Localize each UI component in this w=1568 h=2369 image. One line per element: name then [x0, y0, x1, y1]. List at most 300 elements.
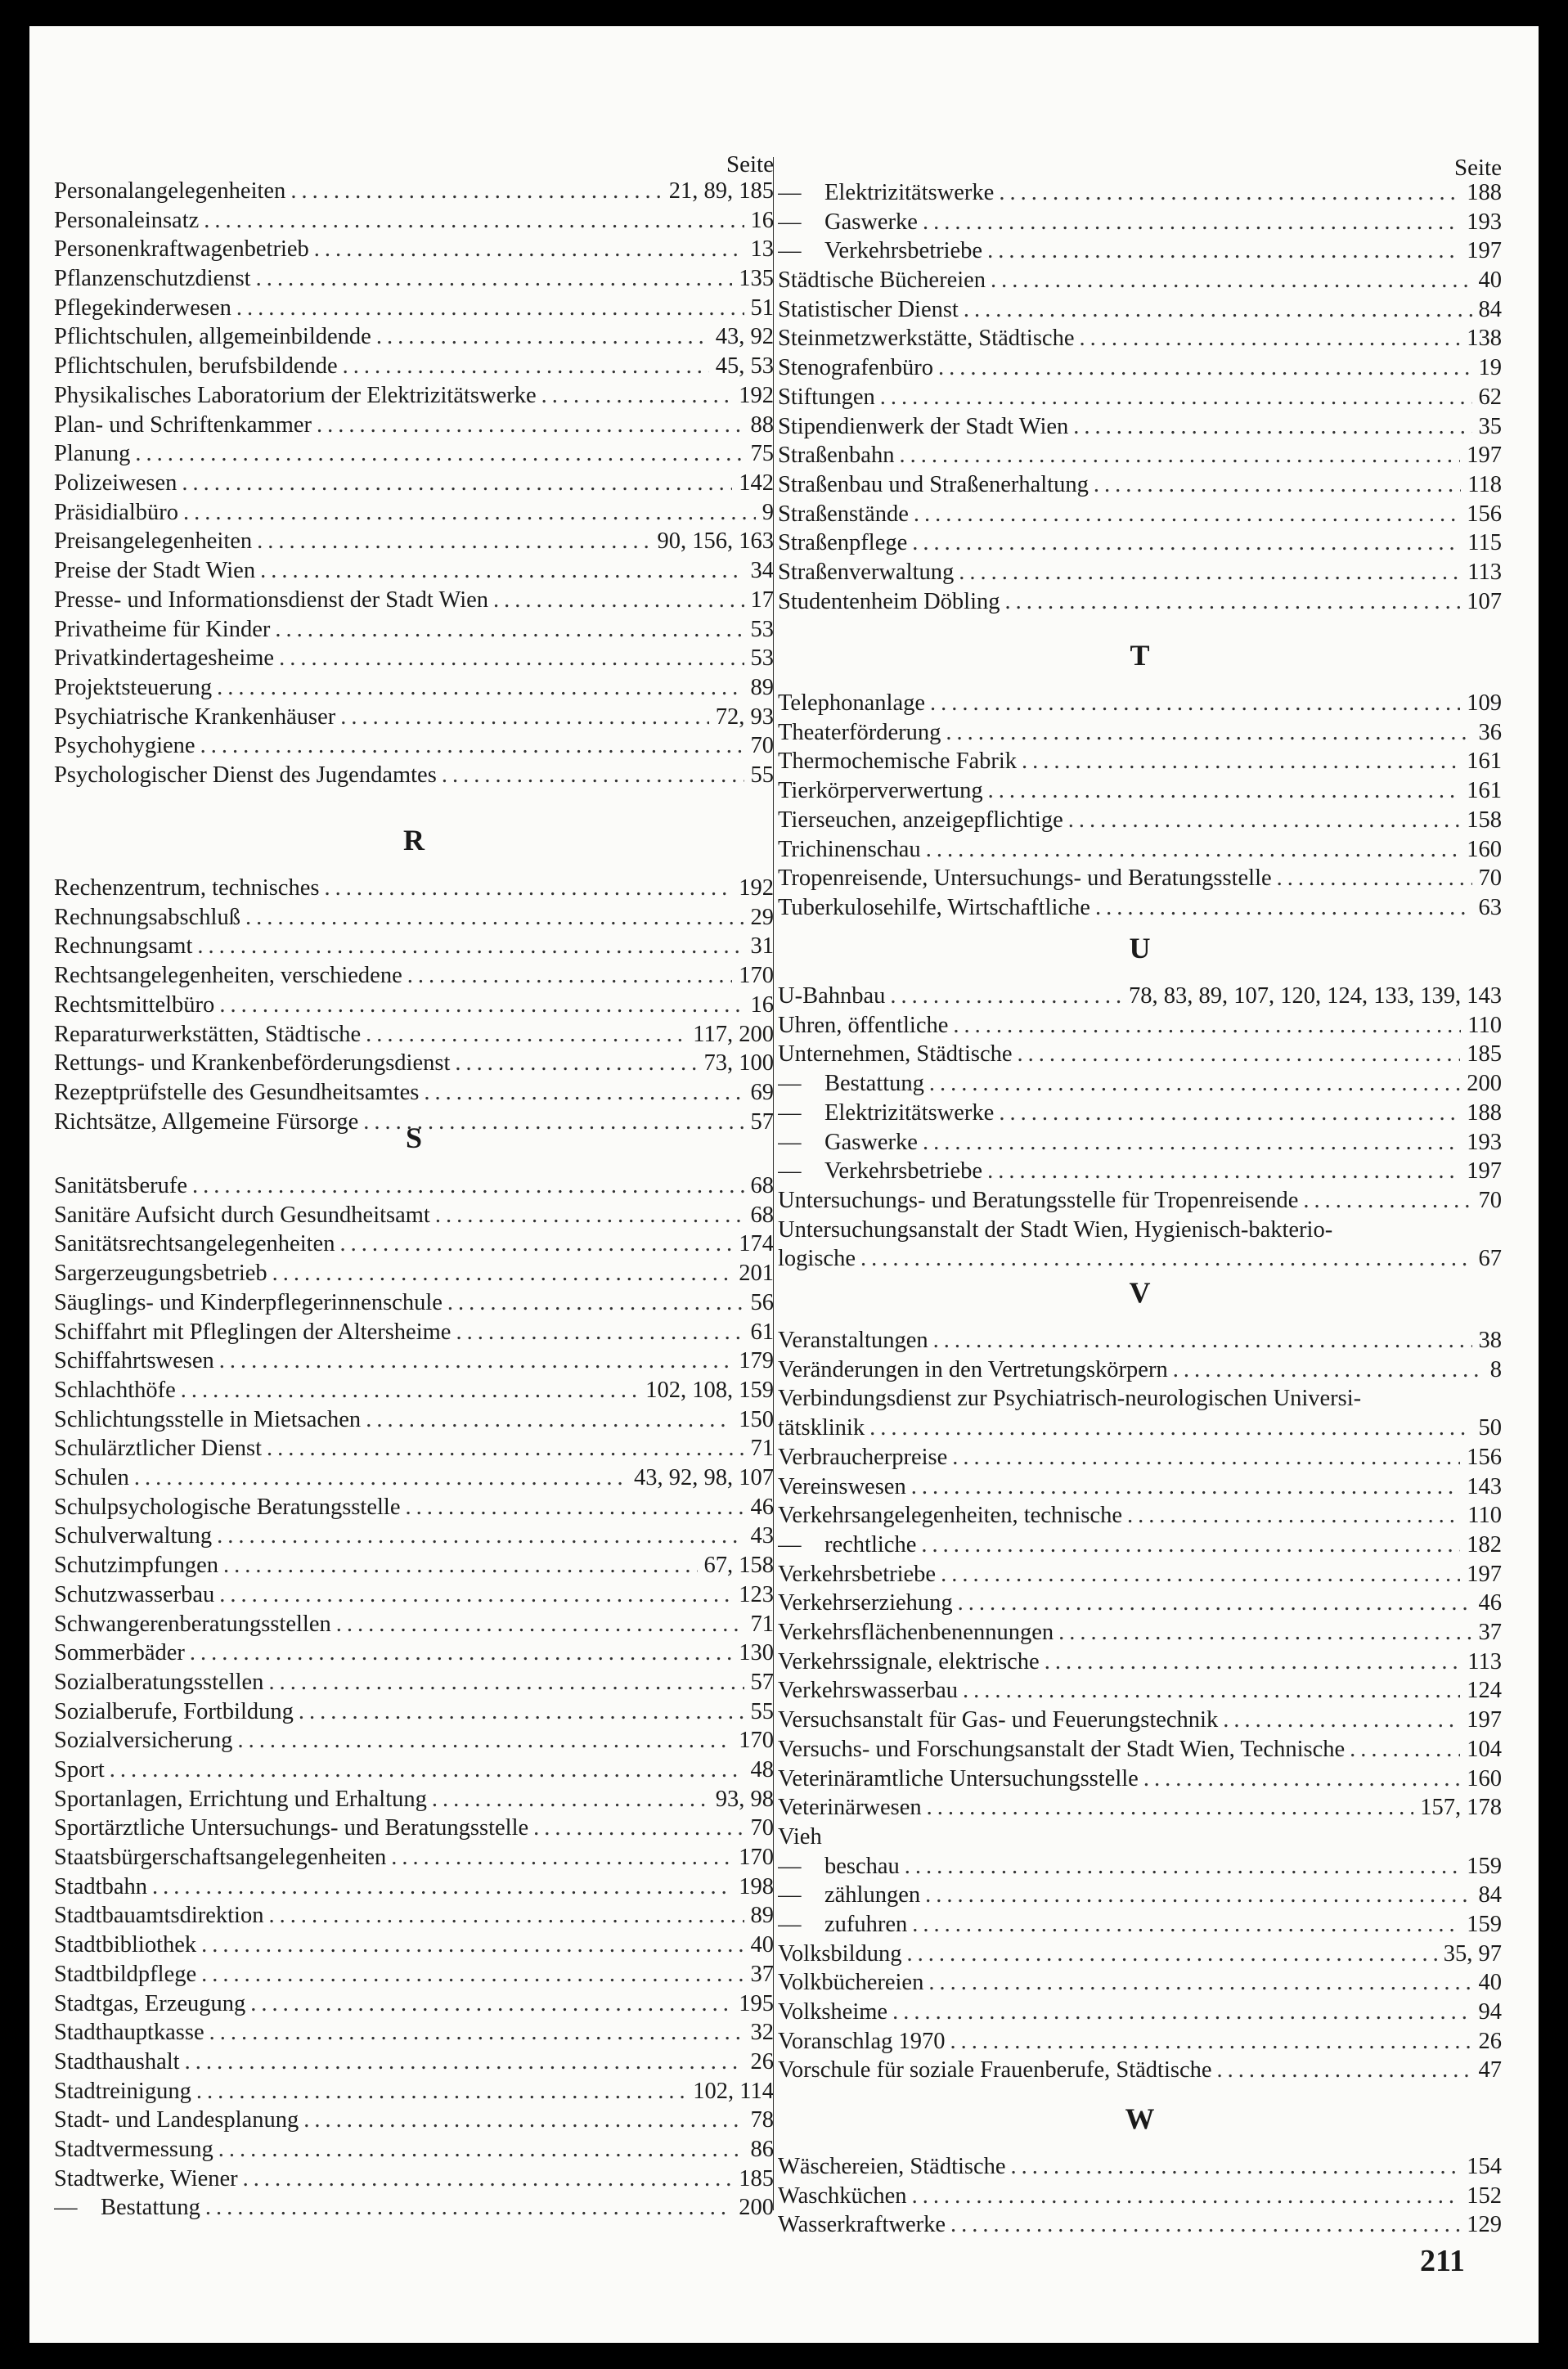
- entry-term: Verkehrserziehung: [778, 1590, 953, 1616]
- entry-term: Bestattung: [101, 2195, 200, 2220]
- index-entry: [54, 1078, 774, 1108]
- entry-term: Richtsätze, Allgemeine Fürsorge: [54, 1109, 359, 1135]
- entry-pages: 69: [750, 1080, 774, 1105]
- entry-pages: 35: [1478, 414, 1502, 439]
- index-entry: [54, 1901, 774, 1931]
- index-entry: [778, 324, 1502, 353]
- entry-pages: 117, 200: [693, 1022, 774, 1047]
- leader-dots: [1073, 412, 1471, 442]
- entry-term: Gaswerke: [824, 209, 918, 235]
- dash-marker: —: [54, 2195, 101, 2220]
- entry-term: Verkehrsbetriebe: [778, 1562, 937, 1587]
- section-letter-u: U: [1129, 932, 1151, 964]
- leader-dots: [197, 932, 744, 961]
- leader-dots: [134, 1463, 627, 1493]
- index-entry: [778, 1648, 1502, 1677]
- entry-pages: 53: [750, 617, 774, 642]
- leader-dots: [236, 294, 744, 323]
- index-entry: [778, 1764, 1502, 1794]
- entry-term: Personalangelegenheiten: [54, 178, 286, 204]
- leader-dots: [424, 1078, 744, 1108]
- entry-term: Stadtvermessung: [54, 2137, 213, 2162]
- entry-term: Unternehmen, Städtische: [778, 1041, 1013, 1067]
- entry-term: Verbindungsdienst zur Psychiatrisch-neurologischen Universi-: [778, 1386, 1362, 1411]
- leader-dots: [1277, 864, 1472, 893]
- index-entry: [778, 835, 1502, 865]
- entry-pages: 159: [1467, 1854, 1502, 1879]
- index-entry: [778, 1560, 1502, 1589]
- entry-term: Sozialberatungsstellen: [54, 1670, 264, 1695]
- index-entry: [54, 235, 774, 264]
- leader-dots: [925, 1881, 1471, 1910]
- index-entry: [54, 1755, 774, 1785]
- entry-term: Schulverwaltung: [54, 1523, 213, 1549]
- index-entry: [778, 1735, 1502, 1764]
- leader-dots: [343, 352, 709, 381]
- leader-dots: [892, 1998, 1471, 2027]
- entry-pages: 43: [750, 1523, 774, 1549]
- index-entry: [54, 1288, 774, 1318]
- index-entry: [778, 1040, 1502, 1069]
- entry-term: Bestattung: [824, 1071, 924, 1096]
- index-entry: [54, 2077, 774, 2106]
- index-entry: [54, 498, 774, 528]
- entry-term: Staatsbürgerschaftsangelegenheiten: [54, 1845, 387, 1870]
- index-entry: [54, 932, 774, 961]
- entry-pages: 143: [1467, 1474, 1502, 1499]
- entry-pages: 107: [1467, 589, 1502, 614]
- entry-pages: 40: [1478, 267, 1502, 293]
- index-entry: [778, 1968, 1502, 1998]
- entry-term: Sargerzeugungsbetrieb: [54, 1261, 267, 1286]
- leader-dots: [1079, 324, 1460, 353]
- entry-pages: 197: [1467, 443, 1502, 468]
- entry-term: Sport: [54, 1757, 105, 1782]
- entry-term: Schwangerenberatungsstellen: [54, 1612, 331, 1637]
- entry-pages: 13: [750, 236, 774, 262]
- index-entry: [54, 556, 774, 586]
- entry-pages: 152: [1467, 2183, 1502, 2209]
- entry-term: Schiffahrt mit Pfleglingen der Altersheime: [54, 1319, 452, 1345]
- entry-term: Veranstaltungen: [778, 1328, 928, 1353]
- entry-term: Telephonanlage: [778, 690, 926, 716]
- entry-term: Stadthaushalt: [54, 2049, 180, 2075]
- dash-marker: —: [778, 1532, 824, 1558]
- index-entry: [54, 411, 774, 440]
- entry-pages: 29: [750, 905, 774, 930]
- index-entry: [54, 294, 774, 323]
- leader-dots: [336, 1610, 744, 1639]
- leader-dots: [963, 1676, 1460, 1706]
- index-entry: [54, 961, 774, 991]
- index-entry: [54, 1522, 774, 1551]
- entry-term: Waschküchen: [778, 2183, 907, 2209]
- entry-pages: 197: [1467, 1707, 1502, 1733]
- entry-term: Plan- und Schriftenkammer: [54, 412, 312, 438]
- entry-pages: 38: [1478, 1328, 1502, 1353]
- entry-pages: 46: [750, 1495, 774, 1520]
- leader-dots: [926, 835, 1461, 865]
- leader-dots: [1018, 1040, 1461, 1069]
- entry-pages: 198: [739, 1874, 774, 1899]
- entry-term: Voranschlag 1970: [778, 2029, 946, 2054]
- entry-term: Verkehrswasserbau: [778, 1678, 958, 1703]
- entry-term: Polizeiwesen: [54, 470, 177, 496]
- entry-term: Wäschereien, Städtische: [778, 2154, 1006, 2179]
- dash-marker: —: [778, 209, 824, 235]
- index-entry: [778, 1706, 1502, 1735]
- entry-term: Elektrizitätswerke: [824, 180, 995, 205]
- leader-dots: [927, 1793, 1414, 1823]
- entry-pages: 89: [750, 1903, 774, 1928]
- entry-pages: 188: [1467, 180, 1502, 205]
- entry-pages: 78: [750, 2107, 774, 2133]
- index-entry: [778, 1443, 1502, 1472]
- entry-term: Pflichtschulen, allgemeinbildende: [54, 324, 371, 349]
- entry-term: Rechnungsabschluß: [54, 905, 240, 930]
- entry-pages: 200: [1467, 1071, 1502, 1096]
- entry-pages: 185: [1467, 1041, 1502, 1067]
- entry-pages: 156: [1467, 501, 1502, 527]
- entry-pages: 71: [750, 1612, 774, 1637]
- entry-term: Schulärztlicher Dienst: [54, 1436, 263, 1461]
- entry-pages: 135: [739, 266, 774, 291]
- index-entry: [778, 776, 1502, 806]
- leader-dots: [923, 208, 1460, 237]
- entry-term: Privatheime für Kinder: [54, 617, 271, 642]
- entry-pages: 70: [750, 733, 774, 758]
- entry-pages: 40: [1478, 1970, 1502, 1995]
- index-entry: [54, 1843, 774, 1872]
- entry-term: Studentenheim Döbling: [778, 589, 1000, 614]
- entry-pages: 124: [1467, 1678, 1502, 1703]
- entry-term: Schutzimpfungen: [54, 1553, 219, 1578]
- leader-dots: [946, 718, 1471, 748]
- entry-term: Tropenreisende, Untersuchungs- und Beratungsstelle: [778, 865, 1272, 891]
- leader-dots: [366, 1405, 732, 1435]
- index-entry: [778, 2152, 1502, 2182]
- leader-dots: [217, 673, 744, 703]
- index-entry: [54, 1931, 774, 1960]
- entry-term: Schulpsychologische Beratungsstelle: [54, 1495, 401, 1520]
- leader-dots: [880, 383, 1472, 412]
- entry-pages: 53: [750, 645, 774, 671]
- leader-dots: [964, 295, 1472, 325]
- entry-term: Stadtbahn: [54, 1874, 147, 1899]
- leader-dots: [1094, 470, 1461, 500]
- index-entry: [54, 1872, 774, 1902]
- entry-term: Pflegekinderwesen: [54, 295, 231, 321]
- entry-term: Trichinenschau: [778, 837, 921, 862]
- index-entry: [778, 893, 1502, 923]
- index-entry: [778, 2210, 1502, 2240]
- entry-pages: 63: [1478, 895, 1502, 920]
- entry-pages: 48: [750, 1757, 774, 1782]
- index-entry: [54, 439, 774, 469]
- entry-pages: 86: [750, 2137, 774, 2162]
- entry-term: Privatkindertagesheime: [54, 645, 275, 671]
- leader-dots: [950, 2027, 1471, 2057]
- index-entry: [778, 1128, 1502, 1158]
- entry-term: Rechtsangelegenheiten, verschiedene: [54, 963, 402, 988]
- entry-pages: 61: [750, 1319, 774, 1345]
- entry-term: Sanitäre Aufsicht durch Gesundheitsamt: [54, 1202, 430, 1228]
- leader-dots: [1223, 1706, 1460, 1735]
- entry-term: Verbraucherpreise: [778, 1445, 948, 1470]
- entry-term: Präsidialbüro: [54, 500, 178, 525]
- index-page: [29, 26, 1539, 2343]
- entry-term: Tuberkulosehilfe, Wirtschaftliche: [778, 895, 1090, 920]
- leader-dots: [152, 1872, 732, 1902]
- leader-dots: [1217, 2056, 1472, 2085]
- index-entry: [54, 2193, 774, 2223]
- entry-term: Physikalisches Laboratorium der Elektrizitätswerke: [54, 383, 537, 408]
- entry-pages: 55: [750, 1699, 774, 1724]
- entry-term: U-Bahnbau: [778, 983, 886, 1009]
- leader-dots: [1173, 1355, 1484, 1385]
- entry-term: Stadt- und Landesplanung: [54, 2107, 299, 2133]
- leader-dots: [314, 235, 744, 264]
- section-letter-s: S: [405, 1122, 423, 1154]
- entry-pages: 89: [750, 675, 774, 700]
- entry-term: Volksheime: [778, 1999, 888, 2025]
- entry-term: Verkehrsangelegenheiten, technische: [778, 1503, 1122, 1528]
- entry-pages: 179: [739, 1348, 774, 1373]
- leader-dots: [912, 1910, 1460, 1940]
- entry-pages: 104: [1467, 1737, 1502, 1762]
- entry-term: Schiffahrtswesen: [54, 1348, 214, 1373]
- leader-dots: [279, 644, 744, 673]
- index-column-right: [778, 26, 1502, 2343]
- entry-pages: 8: [1489, 1357, 1502, 1382]
- index-entry: [54, 1726, 774, 1755]
- entry-pages: 170: [739, 963, 774, 988]
- entry-term: logische: [778, 1246, 856, 1271]
- leader-dots: [268, 1668, 744, 1697]
- column-divider: [773, 157, 774, 2210]
- index-entry: [778, 528, 1502, 558]
- leader-dots: [941, 1560, 1460, 1589]
- leader-dots: [1058, 1618, 1471, 1648]
- entry-term: Reparaturwerkstätten, Städtische: [54, 1022, 362, 1047]
- index-entry: [54, 2106, 774, 2135]
- index-entry: [778, 412, 1502, 442]
- index-entry: [54, 2048, 774, 2077]
- leader-dots: [933, 1326, 1472, 1355]
- index-entry: [54, 177, 774, 206]
- entry-term: Preise der Stadt Wien: [54, 558, 256, 583]
- leader-dots: [999, 1099, 1460, 1128]
- index-entry: [778, 1501, 1502, 1531]
- index-entry: [54, 1229, 774, 1259]
- entry-term: Verkehrsbetriebe: [824, 1158, 983, 1184]
- leader-dots: [911, 1472, 1461, 1502]
- section-letter-t: T: [1130, 639, 1150, 672]
- entry-pages: 16: [750, 208, 774, 233]
- entry-pages: 51: [750, 295, 774, 321]
- index-entry: [778, 1823, 1502, 1852]
- entry-term: Volkbüchereien: [778, 1970, 924, 1995]
- index-entry: [54, 1376, 774, 1405]
- entry-pages: 138: [1467, 326, 1502, 351]
- entry-pages: 21, 89, 185: [668, 178, 774, 204]
- entry-pages: 35, 97: [1443, 1941, 1502, 1967]
- leader-dots: [930, 689, 1460, 718]
- leader-dots: [219, 991, 744, 1020]
- entry-pages: 142: [739, 470, 774, 496]
- entry-term: Sportärztliche Untersuchungs- und Beratungsstelle: [54, 1815, 529, 1841]
- index-entry: [54, 1639, 774, 1668]
- entry-pages: 94: [1478, 1999, 1502, 2025]
- index-entry: [54, 761, 774, 790]
- leader-dots: [257, 527, 650, 556]
- entry-pages: 67, 158: [703, 1553, 774, 1578]
- index-entry: [778, 587, 1502, 617]
- entry-pages: 192: [739, 875, 774, 901]
- entry-pages: 9: [762, 500, 774, 525]
- entry-term: zufuhren: [824, 1912, 908, 1937]
- leader-dots: [209, 2018, 744, 2048]
- index-entry: [778, 353, 1502, 383]
- leader-dots: [860, 1244, 1472, 1274]
- index-entry: [778, 441, 1502, 470]
- entry-term: Straßenpflege: [778, 530, 908, 555]
- entry-pages: 182: [1467, 1532, 1502, 1558]
- index-entry: [54, 874, 774, 903]
- entry-term: Tierseuchen, anzeigepflichtige: [778, 807, 1063, 833]
- entry-term: Steinmetzwerkstätte, Städtische: [778, 326, 1075, 351]
- entry-term: Stadtgas, Erzeugung: [54, 1991, 246, 2016]
- index-entry: [778, 383, 1502, 412]
- entry-pages: 70: [1478, 1188, 1502, 1213]
- leader-dots: [317, 411, 744, 440]
- index-entry: [54, 1785, 774, 1814]
- index-entry: [54, 1259, 774, 1288]
- entry-pages: 19: [1478, 355, 1502, 380]
- entry-pages: 115: [1467, 530, 1502, 555]
- index-entry: [54, 1580, 774, 1610]
- entry-pages: 68: [750, 1173, 774, 1198]
- entry-term: Straßenverwaltung: [778, 560, 955, 585]
- index-entry: [778, 2027, 1502, 2057]
- entry-pages: 46: [1478, 1590, 1502, 1616]
- entry-pages: 110: [1467, 1013, 1502, 1038]
- index-entry: [778, 1099, 1502, 1128]
- index-entry: [54, 2135, 774, 2164]
- leader-dots: [260, 556, 744, 586]
- leader-dots: [905, 1852, 1460, 1881]
- entry-term: Rettungs- und Krankenbeförderungsdienst: [54, 1050, 451, 1076]
- entry-term: Statistischer Dienst: [778, 297, 959, 322]
- entry-term: Veterinärwesen: [778, 1795, 922, 1820]
- seite-header: Seite: [726, 151, 774, 178]
- entry-term: Elektrizitätswerke: [824, 1100, 995, 1126]
- index-entry: [778, 470, 1502, 500]
- entry-pages: 113: [1467, 560, 1502, 585]
- index-entry: [778, 1793, 1502, 1823]
- index-entry: [54, 1201, 774, 1230]
- entry-term: Projektsteuerung: [54, 675, 213, 700]
- entry-pages: 160: [1467, 837, 1502, 862]
- entry-term: Sanitätsrechtsangelegenheiten: [54, 1231, 335, 1256]
- leader-dots: [366, 1020, 686, 1050]
- leader-dots: [912, 528, 1461, 558]
- entry-pages: 56: [750, 1290, 774, 1315]
- entry-term: Planung: [54, 441, 131, 466]
- leader-dots: [110, 1755, 744, 1785]
- leader-dots: [938, 353, 1472, 383]
- leader-dots: [243, 2164, 733, 2194]
- index-entry: [54, 1318, 774, 1347]
- index-entry: [54, 991, 774, 1020]
- entry-term: Veränderungen in den Vertretungskörpern: [778, 1357, 1168, 1382]
- leader-dots: [988, 776, 1461, 806]
- index-entry: [778, 2056, 1502, 2085]
- entry-term: Stipendienwerk der Stadt Wien: [778, 414, 1069, 439]
- entry-term: Verkehrsflächenbenennungen: [778, 1620, 1054, 1645]
- entry-term: Untersuchungs- und Beratungsstelle für Tropenreisende: [778, 1188, 1299, 1213]
- entry-term: Vereinswesen: [778, 1474, 906, 1499]
- leader-dots: [869, 1414, 1471, 1443]
- entry-pages: 31: [750, 933, 774, 959]
- entry-term: Versuchsanstalt für Gas- und Feuerungstechnik: [778, 1707, 1219, 1733]
- entry-pages: 201: [739, 1261, 774, 1286]
- index-entry: [54, 527, 774, 556]
- index-entry: [778, 1998, 1502, 2027]
- entry-term: tätsklinik: [778, 1415, 865, 1441]
- leader-dots: [999, 178, 1460, 208]
- index-entry: [778, 1186, 1502, 1216]
- entry-pages: 67: [1478, 1246, 1502, 1271]
- entry-pages: 161: [1467, 748, 1502, 774]
- leader-dots: [196, 2077, 686, 2106]
- leader-dots: [204, 206, 744, 236]
- entry-pages: 34: [750, 558, 774, 583]
- entry-term: Rechtsmittelbüro: [54, 992, 215, 1018]
- leader-dots: [391, 1843, 732, 1872]
- entry-pages: 157, 178: [1420, 1795, 1502, 1820]
- entry-term: Preisangelegenheiten: [54, 528, 253, 554]
- index-entry: [54, 644, 774, 673]
- entry-term: Stadtbildpflege: [54, 1962, 197, 1987]
- entry-term: Psychiatrische Krankenhäuser: [54, 704, 336, 730]
- leader-dots: [958, 1589, 1472, 1618]
- entry-term: Versuchs- und Forschungsanstalt der Stadt Wien, Technische: [778, 1737, 1346, 1762]
- leader-dots: [135, 439, 744, 469]
- index-entry: [54, 469, 774, 498]
- entry-term: Stiftungen: [778, 384, 875, 410]
- entry-term: Rezeptprüfstelle des Gesundheitsamtes: [54, 1080, 420, 1105]
- entry-pages: 110: [1467, 1503, 1502, 1528]
- leader-dots: [991, 266, 1471, 295]
- section-letter-v: V: [1129, 1276, 1151, 1309]
- index-entry: [778, 1589, 1502, 1618]
- index-entry: [778, 1472, 1502, 1502]
- entry-pages: 197: [1467, 1158, 1502, 1184]
- index-entry: [778, 718, 1502, 748]
- entry-pages: 161: [1467, 778, 1502, 803]
- leader-dots: [200, 731, 744, 761]
- entry-term: Pflichtschulen, berufsbildende: [54, 353, 338, 379]
- leader-dots: [190, 1639, 732, 1668]
- entry-pages: 32: [750, 2020, 774, 2045]
- entry-pages: 185: [739, 2166, 774, 2191]
- entry-pages: 197: [1467, 1562, 1502, 1587]
- leader-dots: [1350, 1735, 1460, 1764]
- entry-term: Presse- und Informationsdienst der Stadt Wien: [54, 587, 489, 613]
- entry-term: Sportanlagen, Errichtung und Erhaltung: [54, 1787, 427, 1812]
- entry-term: Straßenbahn: [778, 443, 895, 468]
